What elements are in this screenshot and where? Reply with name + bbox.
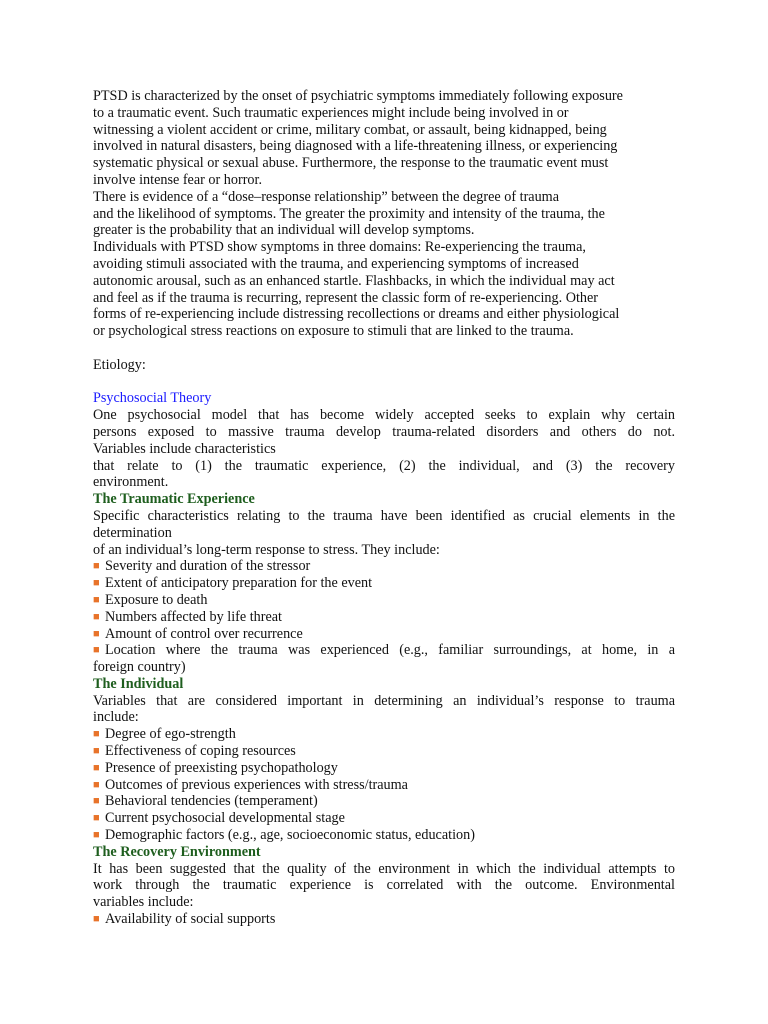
list-item <box>93 626 675 643</box>
bullet-square-icon: ■ <box>93 829 100 842</box>
list-item-text: Degree of ego-strength <box>105 726 236 743</box>
intro-line: greater is the probability that an individual will develop symptoms. <box>93 222 475 239</box>
intro-line: autonomic arousal, such as an enhanced startle. Flashbacks, in which the individual may act <box>93 272 615 289</box>
list-item <box>93 743 675 760</box>
psychosocial-line: environment. <box>93 474 169 491</box>
intro-line: and the likelihood of symptoms. The greater the proximity and intensity of the trauma, the <box>93 205 605 222</box>
bullet-square-icon: ■ <box>93 644 100 657</box>
psychosocial-line: One psychosocial model that has become widely accepted seeks to explain why certain <box>93 407 675 424</box>
bullet-square-icon: ■ <box>93 795 100 808</box>
bullet-square-icon: ■ <box>93 560 100 573</box>
intro-line: There is evidence of a “dose–response relationship” between the degree of trauma <box>93 188 560 205</box>
bullet-square-icon: ■ <box>93 913 100 926</box>
intro-line: involved in natural disasters, being diagnosed with a life-threatening illness, or experiencing <box>93 138 618 155</box>
intro-line: or psychological stress reactions on exposure to stimuli that are linked to the trauma. <box>93 323 574 340</box>
intro-line: witnessing a violent accident or crime, military combat, or assault, being kidnapped, being <box>93 121 607 138</box>
list-item <box>93 760 675 777</box>
recovery-line: It has been suggested that the quality of the environment in which the individual attempts to <box>93 860 675 877</box>
list-item-text: Presence of preexisting psychopathology <box>105 759 338 776</box>
intro-line: systematic physical or sexual abuse. Furthermore, the response to the traumatic event must <box>93 155 609 172</box>
bullet-square-icon: ■ <box>93 627 100 640</box>
list-item <box>93 558 675 575</box>
psychosocial-line: Variables include characteristics <box>93 440 276 457</box>
list-item-text: Numbers affected by life threat <box>105 608 283 625</box>
list-item <box>93 827 675 844</box>
list-item-text: Extent of anticipatory preparation for the event <box>105 575 373 592</box>
individual-heading: The Individual <box>93 675 184 692</box>
list-item-text: Demographic factors (e.g., age, socioeconomic status, education) <box>105 827 475 844</box>
traumatic-experience-heading: The Traumatic Experience <box>93 491 255 508</box>
list-item <box>93 726 675 743</box>
traumatic-experience-line: determination <box>93 524 172 541</box>
psychosocial-line: that relate to (1) the traumatic experience, (2) the individual, and (3) the recovery <box>93 457 675 474</box>
psychosocial-line: persons exposed to massive trauma develop trauma-related disorders and others do not. <box>93 423 675 440</box>
list-item <box>93 777 675 794</box>
bullet-square-icon: ■ <box>93 778 100 791</box>
list-item-text: Outcomes of previous experiences with stress/trauma <box>105 776 408 793</box>
individual-line: Variables that are considered important in determining an individual’s response to trauma <box>93 692 675 709</box>
bullet-square-icon: ■ <box>93 761 100 774</box>
list-item <box>93 609 675 626</box>
bullet-square-icon: ■ <box>93 610 100 623</box>
list-item-text: Current psychosocial developmental stage <box>105 810 345 827</box>
list-item-text: Severity and duration of the stressor <box>105 558 311 575</box>
recovery-line: work through the traumatic experience is correlated with the outcome. Environmental <box>93 877 675 894</box>
intro-line: avoiding stimuli associated with the trauma, and experiencing symptoms of increased <box>93 255 579 272</box>
psychosocial-theory-link[interactable]: Psychosocial Theory <box>93 390 212 407</box>
bullet-square-icon: ■ <box>93 812 100 825</box>
list-item-text: Amount of control over recurrence <box>105 625 303 642</box>
list-item <box>93 642 675 659</box>
recovery-environment-heading: The Recovery Environment <box>93 843 261 860</box>
spacer <box>93 374 675 391</box>
list-item-continuation: foreign country) <box>93 659 186 676</box>
list-item <box>93 575 675 592</box>
intro-line: Individuals with PTSD show symptoms in three domains: Re-experiencing the trauma, <box>93 239 586 256</box>
list-item <box>93 793 675 810</box>
intro-line: and feel as if the trauma is recurring, represent the classic form of re-experiencing. Other <box>93 289 599 306</box>
intro-line: involve intense fear or horror. <box>93 171 263 188</box>
list-item-text: Exposure to death <box>105 591 208 608</box>
list-item <box>93 592 675 609</box>
intro-line: to a traumatic event. Such traumatic experiences might include being involved in or <box>93 104 569 121</box>
intro-line: forms of re-experiencing include distressing recollections or dreams and either physiological <box>93 306 620 323</box>
list-item <box>93 810 675 827</box>
list-item-text: Behavioral tendencies (temperament) <box>105 793 318 810</box>
traumatic-experience-line: of an individual’s long-term response to stress. They include: <box>93 541 440 558</box>
list-item-text: Effectiveness of coping resources <box>105 743 296 760</box>
list-item-text: Location where the trauma was experienced (e.g., familiar surroundings, at home, in a <box>105 642 675 659</box>
bullet-square-icon: ■ <box>93 577 100 590</box>
spacer <box>93 340 675 357</box>
bullet-square-icon: ■ <box>93 728 100 741</box>
traumatic-experience-line: Specific characteristics relating to the trauma have been identified as crucial elements in the <box>93 507 675 524</box>
recovery-line: variables include: <box>93 894 194 911</box>
individual-line: include: <box>93 709 139 726</box>
intro-line: PTSD is characterized by the onset of psychiatric symptoms immediately following exposure <box>93 88 623 104</box>
etiology-label: Etiology: <box>93 356 146 373</box>
document-page <box>93 88 675 928</box>
bullet-square-icon: ■ <box>93 593 100 606</box>
list-item <box>93 911 675 928</box>
bullet-square-icon: ■ <box>93 745 100 758</box>
list-item-text: Availability of social supports <box>105 911 276 928</box>
